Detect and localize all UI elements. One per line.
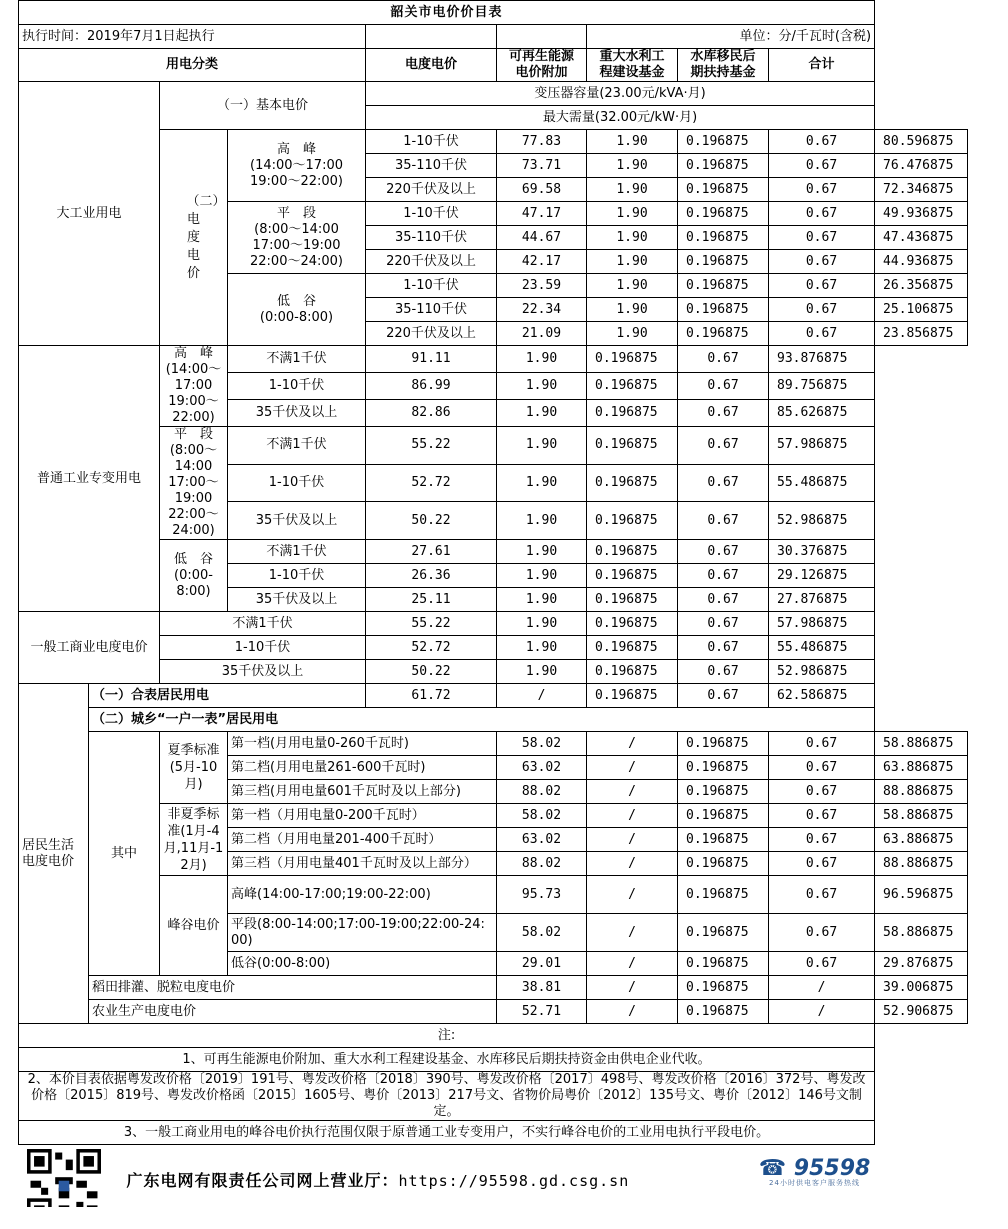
renew-cell: 1.90 bbox=[497, 346, 587, 373]
header-total: 合计 bbox=[769, 49, 875, 82]
reservoir-cell: 0.67 bbox=[769, 804, 875, 828]
total-cell: 30.376875 bbox=[769, 540, 875, 564]
price-cell: 58.02 bbox=[497, 914, 587, 952]
note-n3: 3、一般工商业用电的峰谷电价执行范围仅限于原普通工业专变用户，不实行峰谷电价的工业用电执行平段电价。 bbox=[19, 1121, 875, 1145]
price-cell: 91.11 bbox=[366, 346, 497, 373]
renew-cell: 1.90 bbox=[497, 588, 587, 612]
note-n1: 1、可再生能源电价附加、重大水利工程建设基金、水库移民后期扶持资金由供电企业代收。 bbox=[19, 1048, 875, 1072]
summer-label: 夏季标准(5月-10月) bbox=[160, 732, 228, 804]
voltage-cell: 1-10千伏 bbox=[228, 564, 366, 588]
water-cell: 0.196875 bbox=[587, 684, 678, 708]
voltage-cell: 不满1千伏 bbox=[228, 427, 366, 465]
price-cell: 27.61 bbox=[366, 540, 497, 564]
renew-cell: / bbox=[587, 828, 678, 852]
price-cell: 88.02 bbox=[497, 852, 587, 876]
total-cell: 26.356875 bbox=[875, 274, 968, 298]
table-row bbox=[19, 612, 968, 636]
water-cell: 0.196875 bbox=[678, 804, 769, 828]
reservoir-cell: 0.67 bbox=[678, 684, 769, 708]
total-cell: 88.886875 bbox=[875, 780, 968, 804]
renew-cell: 1.90 bbox=[587, 130, 678, 154]
table-row bbox=[19, 708, 968, 732]
household-label: （二）城乡“一户一表”居民用电 bbox=[89, 708, 875, 732]
reservoir-cell: 0.67 bbox=[769, 130, 875, 154]
voltage-cell: 220千伏及以上 bbox=[366, 250, 497, 274]
reservoir-cell: 0.67 bbox=[769, 914, 875, 952]
exec-time: 执行时间：2019年7月1日起执行 bbox=[19, 25, 366, 49]
voltage-cell: 35-110千伏 bbox=[366, 298, 497, 322]
renew-cell: 1.90 bbox=[497, 373, 587, 400]
price-cell: 58.02 bbox=[497, 804, 587, 828]
table-row bbox=[19, 876, 968, 914]
renew-cell: 1.90 bbox=[497, 400, 587, 427]
header-reservoir: 水库移民后 期扶持基金 bbox=[678, 49, 769, 82]
voltage-cell: 1-10千伏 bbox=[228, 373, 366, 400]
voltage-cell: 1-10千伏 bbox=[366, 130, 497, 154]
tier-cell: 第三档(月用电量601千瓦时及以上部分) bbox=[228, 780, 497, 804]
period-label: 低 谷 (0:00-8:00) bbox=[160, 540, 228, 612]
total-cell: 63.886875 bbox=[875, 756, 968, 780]
renew-cell: 1.90 bbox=[587, 274, 678, 298]
reservoir-cell: 0.67 bbox=[678, 612, 769, 636]
total-cell: 55.486875 bbox=[769, 636, 875, 660]
water-cell: 0.196875 bbox=[678, 756, 769, 780]
large-industry-label: 大工业用电 bbox=[19, 82, 160, 346]
water-cell: 0.196875 bbox=[587, 540, 678, 564]
footer bbox=[19, 1145, 875, 1207]
combined-label: （一）合表居民用电 bbox=[89, 684, 366, 708]
total-cell: 57.986875 bbox=[769, 612, 875, 636]
tier-cell: 第二档(月用电量261-600千瓦时) bbox=[228, 756, 497, 780]
total-cell: 47.436875 bbox=[875, 226, 968, 250]
renew-cell: / bbox=[587, 852, 678, 876]
table-row bbox=[19, 82, 968, 106]
water-cell: 0.196875 bbox=[587, 612, 678, 636]
note-n2: 2、本价目表依据粤发改价格〔2019〕191号、粤发改价格〔2018〕390号、粤发改价格〔2017〕498号、粤发改价格〔2016〕372号、粤发改价格〔2015〕819号、粤发改价格函〔2015〕1605号、粤价〔2013〕217号文、省物价局粤价〔2012〕135号文、粤价〔2012〕146号文制定。 bbox=[19, 1072, 875, 1121]
reservoir-cell: 0.67 bbox=[678, 564, 769, 588]
total-cell: 23.856875 bbox=[875, 322, 968, 346]
commercial-label: 一般工商业电度电价 bbox=[19, 612, 160, 684]
total-cell: 58.886875 bbox=[875, 914, 968, 952]
hotline-logo: ☎ 95598 24小时供电客户服务热线 bbox=[758, 1156, 871, 1187]
water-cell: 0.196875 bbox=[587, 502, 678, 540]
reservoir-cell: 0.67 bbox=[769, 178, 875, 202]
header-water: 重大水利工 程建设基金 bbox=[587, 49, 678, 82]
renew-cell: / bbox=[587, 780, 678, 804]
table-row bbox=[19, 976, 968, 1000]
water-cell: 0.196875 bbox=[587, 564, 678, 588]
total-cell: 96.596875 bbox=[875, 876, 968, 914]
price-cell: 38.81 bbox=[497, 976, 587, 1000]
reservoir-cell: 0.67 bbox=[769, 732, 875, 756]
page-title: 韶关市电价价目表 bbox=[19, 1, 875, 25]
total-cell: 52.906875 bbox=[875, 1000, 968, 1024]
renew-cell: 1.90 bbox=[587, 154, 678, 178]
total-cell: 52.986875 bbox=[769, 502, 875, 540]
price-cell: 88.02 bbox=[497, 780, 587, 804]
price-cell: 50.22 bbox=[366, 660, 497, 684]
table-row bbox=[19, 636, 968, 660]
reservoir-cell: 0.67 bbox=[678, 427, 769, 465]
tier-cell: 平段(8:00-14:00;17:00-19:00;22:00-24:00) bbox=[228, 914, 497, 952]
water-cell: 0.196875 bbox=[678, 226, 769, 250]
price-cell: 69.58 bbox=[497, 178, 587, 202]
renew-cell: 1.90 bbox=[587, 322, 678, 346]
renew-cell: 1.90 bbox=[497, 564, 587, 588]
table-row bbox=[19, 684, 968, 708]
reservoir-cell: 0.67 bbox=[769, 298, 875, 322]
tier-cell: 低谷(0:00-8:00) bbox=[228, 952, 497, 976]
price-cell: 52.72 bbox=[366, 464, 497, 502]
renew-cell: 1.90 bbox=[497, 502, 587, 540]
total-cell: 44.936875 bbox=[875, 250, 968, 274]
water-cell: 0.196875 bbox=[678, 952, 769, 976]
price-cell: 21.09 bbox=[497, 322, 587, 346]
basic-capacity: 变压器容量(23.00元/kVA·月) bbox=[366, 82, 875, 106]
renew-cell: 1.90 bbox=[497, 612, 587, 636]
reservoir-cell: 0.67 bbox=[678, 636, 769, 660]
basic-demand: 最大需量(32.00元/kW·月) bbox=[366, 106, 875, 130]
voltage-cell: 不满1千伏 bbox=[160, 612, 366, 636]
total-cell: 58.886875 bbox=[875, 732, 968, 756]
total-cell: 93.876875 bbox=[769, 346, 875, 373]
total-cell: 57.986875 bbox=[769, 427, 875, 465]
footer-cell bbox=[19, 1145, 875, 1208]
reservoir-cell: 0.67 bbox=[678, 373, 769, 400]
water-cell: 0.196875 bbox=[587, 464, 678, 502]
voltage-cell: 不满1千伏 bbox=[228, 540, 366, 564]
company-label: 广东电网有限责任公司网上营业厅：https://95598.gd.csg.sn bbox=[126, 1171, 630, 1190]
renew-cell: / bbox=[587, 732, 678, 756]
total-cell: 49.936875 bbox=[875, 202, 968, 226]
reservoir-cell: 0.67 bbox=[678, 400, 769, 427]
header-category: 用电分类 bbox=[19, 49, 366, 82]
total-cell: 52.986875 bbox=[769, 660, 875, 684]
price-cell: 95.73 bbox=[497, 876, 587, 914]
water-cell: 0.196875 bbox=[587, 427, 678, 465]
water-cell: 0.196875 bbox=[678, 154, 769, 178]
voltage-cell: 35-110千伏 bbox=[366, 154, 497, 178]
water-cell: 0.196875 bbox=[678, 1000, 769, 1024]
renew-cell: 1.90 bbox=[497, 540, 587, 564]
price-table bbox=[18, 0, 968, 1207]
price-cell: 86.99 bbox=[366, 373, 497, 400]
energy-price-label: （二）电度电价 bbox=[160, 130, 228, 346]
renew-cell: 1.90 bbox=[587, 226, 678, 250]
reservoir-cell: 0.67 bbox=[769, 154, 875, 178]
price-cell: 50.22 bbox=[366, 502, 497, 540]
renew-cell: / bbox=[587, 804, 678, 828]
price-cell: 73.71 bbox=[497, 154, 587, 178]
price-cell: 44.67 bbox=[497, 226, 587, 250]
reservoir-cell: 0.67 bbox=[769, 226, 875, 250]
table-row bbox=[19, 1000, 968, 1024]
voltage-cell: 1-10千伏 bbox=[366, 202, 497, 226]
renew-cell: / bbox=[587, 756, 678, 780]
price-cell: 42.17 bbox=[497, 250, 587, 274]
water-cell: 0.196875 bbox=[587, 660, 678, 684]
price-cell: 22.34 bbox=[497, 298, 587, 322]
reservoir-cell: 0.67 bbox=[769, 780, 875, 804]
price-cell: 63.02 bbox=[497, 756, 587, 780]
price-cell: 55.22 bbox=[366, 427, 497, 465]
renew-cell: 1.90 bbox=[587, 178, 678, 202]
water-cell: 0.196875 bbox=[678, 322, 769, 346]
total-cell: 58.886875 bbox=[875, 804, 968, 828]
renew-cell: / bbox=[497, 684, 587, 708]
renew-cell: 1.90 bbox=[497, 464, 587, 502]
total-cell: 76.476875 bbox=[875, 154, 968, 178]
price-cell: 55.22 bbox=[366, 612, 497, 636]
table-row bbox=[19, 804, 968, 828]
note-head: 注: bbox=[19, 1024, 875, 1048]
total-cell: 29.126875 bbox=[769, 564, 875, 588]
note-row bbox=[19, 1121, 968, 1145]
table-row bbox=[19, 130, 968, 154]
tier-cell: 高峰(14:00-17:00;19:00-22:00) bbox=[228, 876, 497, 914]
total-cell: 27.876875 bbox=[769, 588, 875, 612]
renew-cell: 1.90 bbox=[587, 298, 678, 322]
total-cell: 55.486875 bbox=[769, 464, 875, 502]
general-industry-label: 普通工业专变用电 bbox=[19, 346, 160, 612]
tier-cell: 第三档（月用电量401千瓦时及以上部分） bbox=[228, 852, 497, 876]
period-label: 高 峰 (14:00～17:00 19:00～22:00) bbox=[228, 130, 366, 202]
voltage-cell: 220千伏及以上 bbox=[366, 178, 497, 202]
blank-cell bbox=[366, 25, 497, 49]
price-cell: 47.17 bbox=[497, 202, 587, 226]
qr-code-icon bbox=[27, 1149, 101, 1207]
price-cell: 77.83 bbox=[497, 130, 587, 154]
reservoir-cell: 0.67 bbox=[769, 876, 875, 914]
reservoir-cell: 0.67 bbox=[769, 756, 875, 780]
voltage-cell: 不满1千伏 bbox=[228, 346, 366, 373]
reservoir-cell: 0.67 bbox=[769, 322, 875, 346]
table-row bbox=[19, 660, 968, 684]
reservoir-cell: 0.67 bbox=[769, 274, 875, 298]
header-price: 电度电价 bbox=[366, 49, 497, 82]
irrigation-label: 稻田排灌、脱粒电度电价 bbox=[89, 976, 497, 1000]
reservoir-cell: 0.67 bbox=[678, 464, 769, 502]
water-cell: 0.196875 bbox=[678, 976, 769, 1000]
water-cell: 0.196875 bbox=[678, 274, 769, 298]
note-row bbox=[19, 1048, 968, 1072]
reservoir-cell: 0.67 bbox=[678, 502, 769, 540]
tou-label: 峰谷电价 bbox=[160, 876, 228, 976]
footer-row bbox=[19, 1145, 968, 1208]
renew-cell: / bbox=[587, 914, 678, 952]
renew-cell: / bbox=[587, 876, 678, 914]
water-cell: 0.196875 bbox=[678, 202, 769, 226]
price-cell: 61.72 bbox=[366, 684, 497, 708]
reservoir-cell: 0.67 bbox=[769, 250, 875, 274]
water-cell: 0.196875 bbox=[678, 178, 769, 202]
water-cell: 0.196875 bbox=[678, 914, 769, 952]
agriculture-label: 农业生产电度电价 bbox=[89, 1000, 497, 1024]
water-cell: 0.196875 bbox=[678, 130, 769, 154]
basic-price-label: （一）基本电价 bbox=[160, 82, 366, 130]
water-cell: 0.196875 bbox=[678, 780, 769, 804]
water-cell: 0.196875 bbox=[587, 588, 678, 612]
unit-label: 单位：分/千瓦时(含税) bbox=[587, 25, 875, 49]
total-cell: 72.346875 bbox=[875, 178, 968, 202]
voltage-cell: 35-110千伏 bbox=[366, 226, 497, 250]
total-cell: 39.006875 bbox=[875, 976, 968, 1000]
voltage-cell: 220千伏及以上 bbox=[366, 322, 497, 346]
price-cell: 26.36 bbox=[366, 564, 497, 588]
total-cell: 63.886875 bbox=[875, 828, 968, 852]
blank-cell bbox=[497, 25, 587, 49]
voltage-cell: 35千伏及以上 bbox=[228, 400, 366, 427]
voltage-cell: 35千伏及以上 bbox=[228, 502, 366, 540]
table-row bbox=[19, 427, 968, 465]
reservoir-cell: 0.67 bbox=[769, 852, 875, 876]
phone-icon: ☎ bbox=[758, 1156, 787, 1181]
header-renew: 可再生能源 电价附加 bbox=[497, 49, 587, 82]
period-label: 平 段 (8:00～14:00 17:00～19:00 22:00～24:00) bbox=[228, 202, 366, 274]
nonsummer-label: 非夏季标准(1月-4月,11月-12月) bbox=[160, 804, 228, 876]
water-cell: 0.196875 bbox=[587, 400, 678, 427]
total-cell: 89.756875 bbox=[769, 373, 875, 400]
note-row bbox=[19, 1072, 968, 1121]
water-cell: 0.196875 bbox=[587, 636, 678, 660]
among-label: 其中 bbox=[89, 732, 160, 976]
table-row bbox=[19, 540, 968, 564]
price-cell: 52.71 bbox=[497, 1000, 587, 1024]
reservoir-cell: 0.67 bbox=[769, 828, 875, 852]
price-sheet bbox=[18, 0, 968, 1207]
water-cell: 0.196875 bbox=[678, 852, 769, 876]
total-cell: 85.626875 bbox=[769, 400, 875, 427]
reservoir-cell: / bbox=[769, 1000, 875, 1024]
reservoir-cell: / bbox=[769, 976, 875, 1000]
reservoir-cell: 0.67 bbox=[678, 588, 769, 612]
renew-cell: 1.90 bbox=[497, 427, 587, 465]
renew-cell: / bbox=[587, 976, 678, 1000]
total-cell: 62.586875 bbox=[769, 684, 875, 708]
tier-cell: 第一档(月用电量0-260千瓦时) bbox=[228, 732, 497, 756]
water-cell: 0.196875 bbox=[678, 298, 769, 322]
water-cell: 0.196875 bbox=[678, 250, 769, 274]
period-label: 低 谷 (0:00-8:00) bbox=[228, 274, 366, 346]
reservoir-cell: 0.67 bbox=[769, 202, 875, 226]
renew-cell: 1.90 bbox=[497, 660, 587, 684]
total-cell: 29.876875 bbox=[875, 952, 968, 976]
voltage-cell: 1-10千伏 bbox=[366, 274, 497, 298]
total-cell: 88.886875 bbox=[875, 852, 968, 876]
table-row bbox=[19, 346, 968, 373]
price-cell: 58.02 bbox=[497, 732, 587, 756]
period-label: 高 峰 (14:00～17:00 19:00～22:00) bbox=[160, 346, 228, 427]
price-cell: 29.01 bbox=[497, 952, 587, 976]
total-cell: 80.596875 bbox=[875, 130, 968, 154]
total-cell: 25.106875 bbox=[875, 298, 968, 322]
price-cell: 52.72 bbox=[366, 636, 497, 660]
renew-cell: 1.90 bbox=[587, 202, 678, 226]
renew-cell: / bbox=[587, 1000, 678, 1024]
note-row bbox=[19, 1024, 968, 1048]
price-cell: 82.86 bbox=[366, 400, 497, 427]
price-cell: 25.11 bbox=[366, 588, 497, 612]
renew-cell: 1.90 bbox=[587, 250, 678, 274]
period-label: 平 段 (8:00～14:00 17:00～19:00 22:00～24:00) bbox=[160, 427, 228, 540]
water-cell: 0.196875 bbox=[587, 346, 678, 373]
tier-cell: 第二档（月用电量201-400千瓦时） bbox=[228, 828, 497, 852]
reservoir-cell: 0.67 bbox=[678, 346, 769, 373]
reservoir-cell: 0.67 bbox=[678, 540, 769, 564]
price-cell: 63.02 bbox=[497, 828, 587, 852]
reservoir-cell: 0.67 bbox=[769, 952, 875, 976]
voltage-cell: 1-10千伏 bbox=[160, 636, 366, 660]
tier-cell: 第一档（月用电量0-200千瓦时） bbox=[228, 804, 497, 828]
table-row bbox=[19, 732, 968, 756]
renew-cell: / bbox=[587, 952, 678, 976]
water-cell: 0.196875 bbox=[678, 732, 769, 756]
voltage-cell: 35千伏及以上 bbox=[228, 588, 366, 612]
water-cell: 0.196875 bbox=[587, 373, 678, 400]
residential-label: 居民生活电度电价 bbox=[19, 684, 89, 1024]
website-link[interactable]: https://95598.gd.csg.sn bbox=[398, 1172, 630, 1190]
price-cell: 23.59 bbox=[497, 274, 587, 298]
water-cell: 0.196875 bbox=[678, 876, 769, 914]
reservoir-cell: 0.67 bbox=[678, 660, 769, 684]
voltage-cell: 35千伏及以上 bbox=[160, 660, 366, 684]
voltage-cell: 1-10千伏 bbox=[228, 464, 366, 502]
water-cell: 0.196875 bbox=[678, 828, 769, 852]
renew-cell: 1.90 bbox=[497, 636, 587, 660]
